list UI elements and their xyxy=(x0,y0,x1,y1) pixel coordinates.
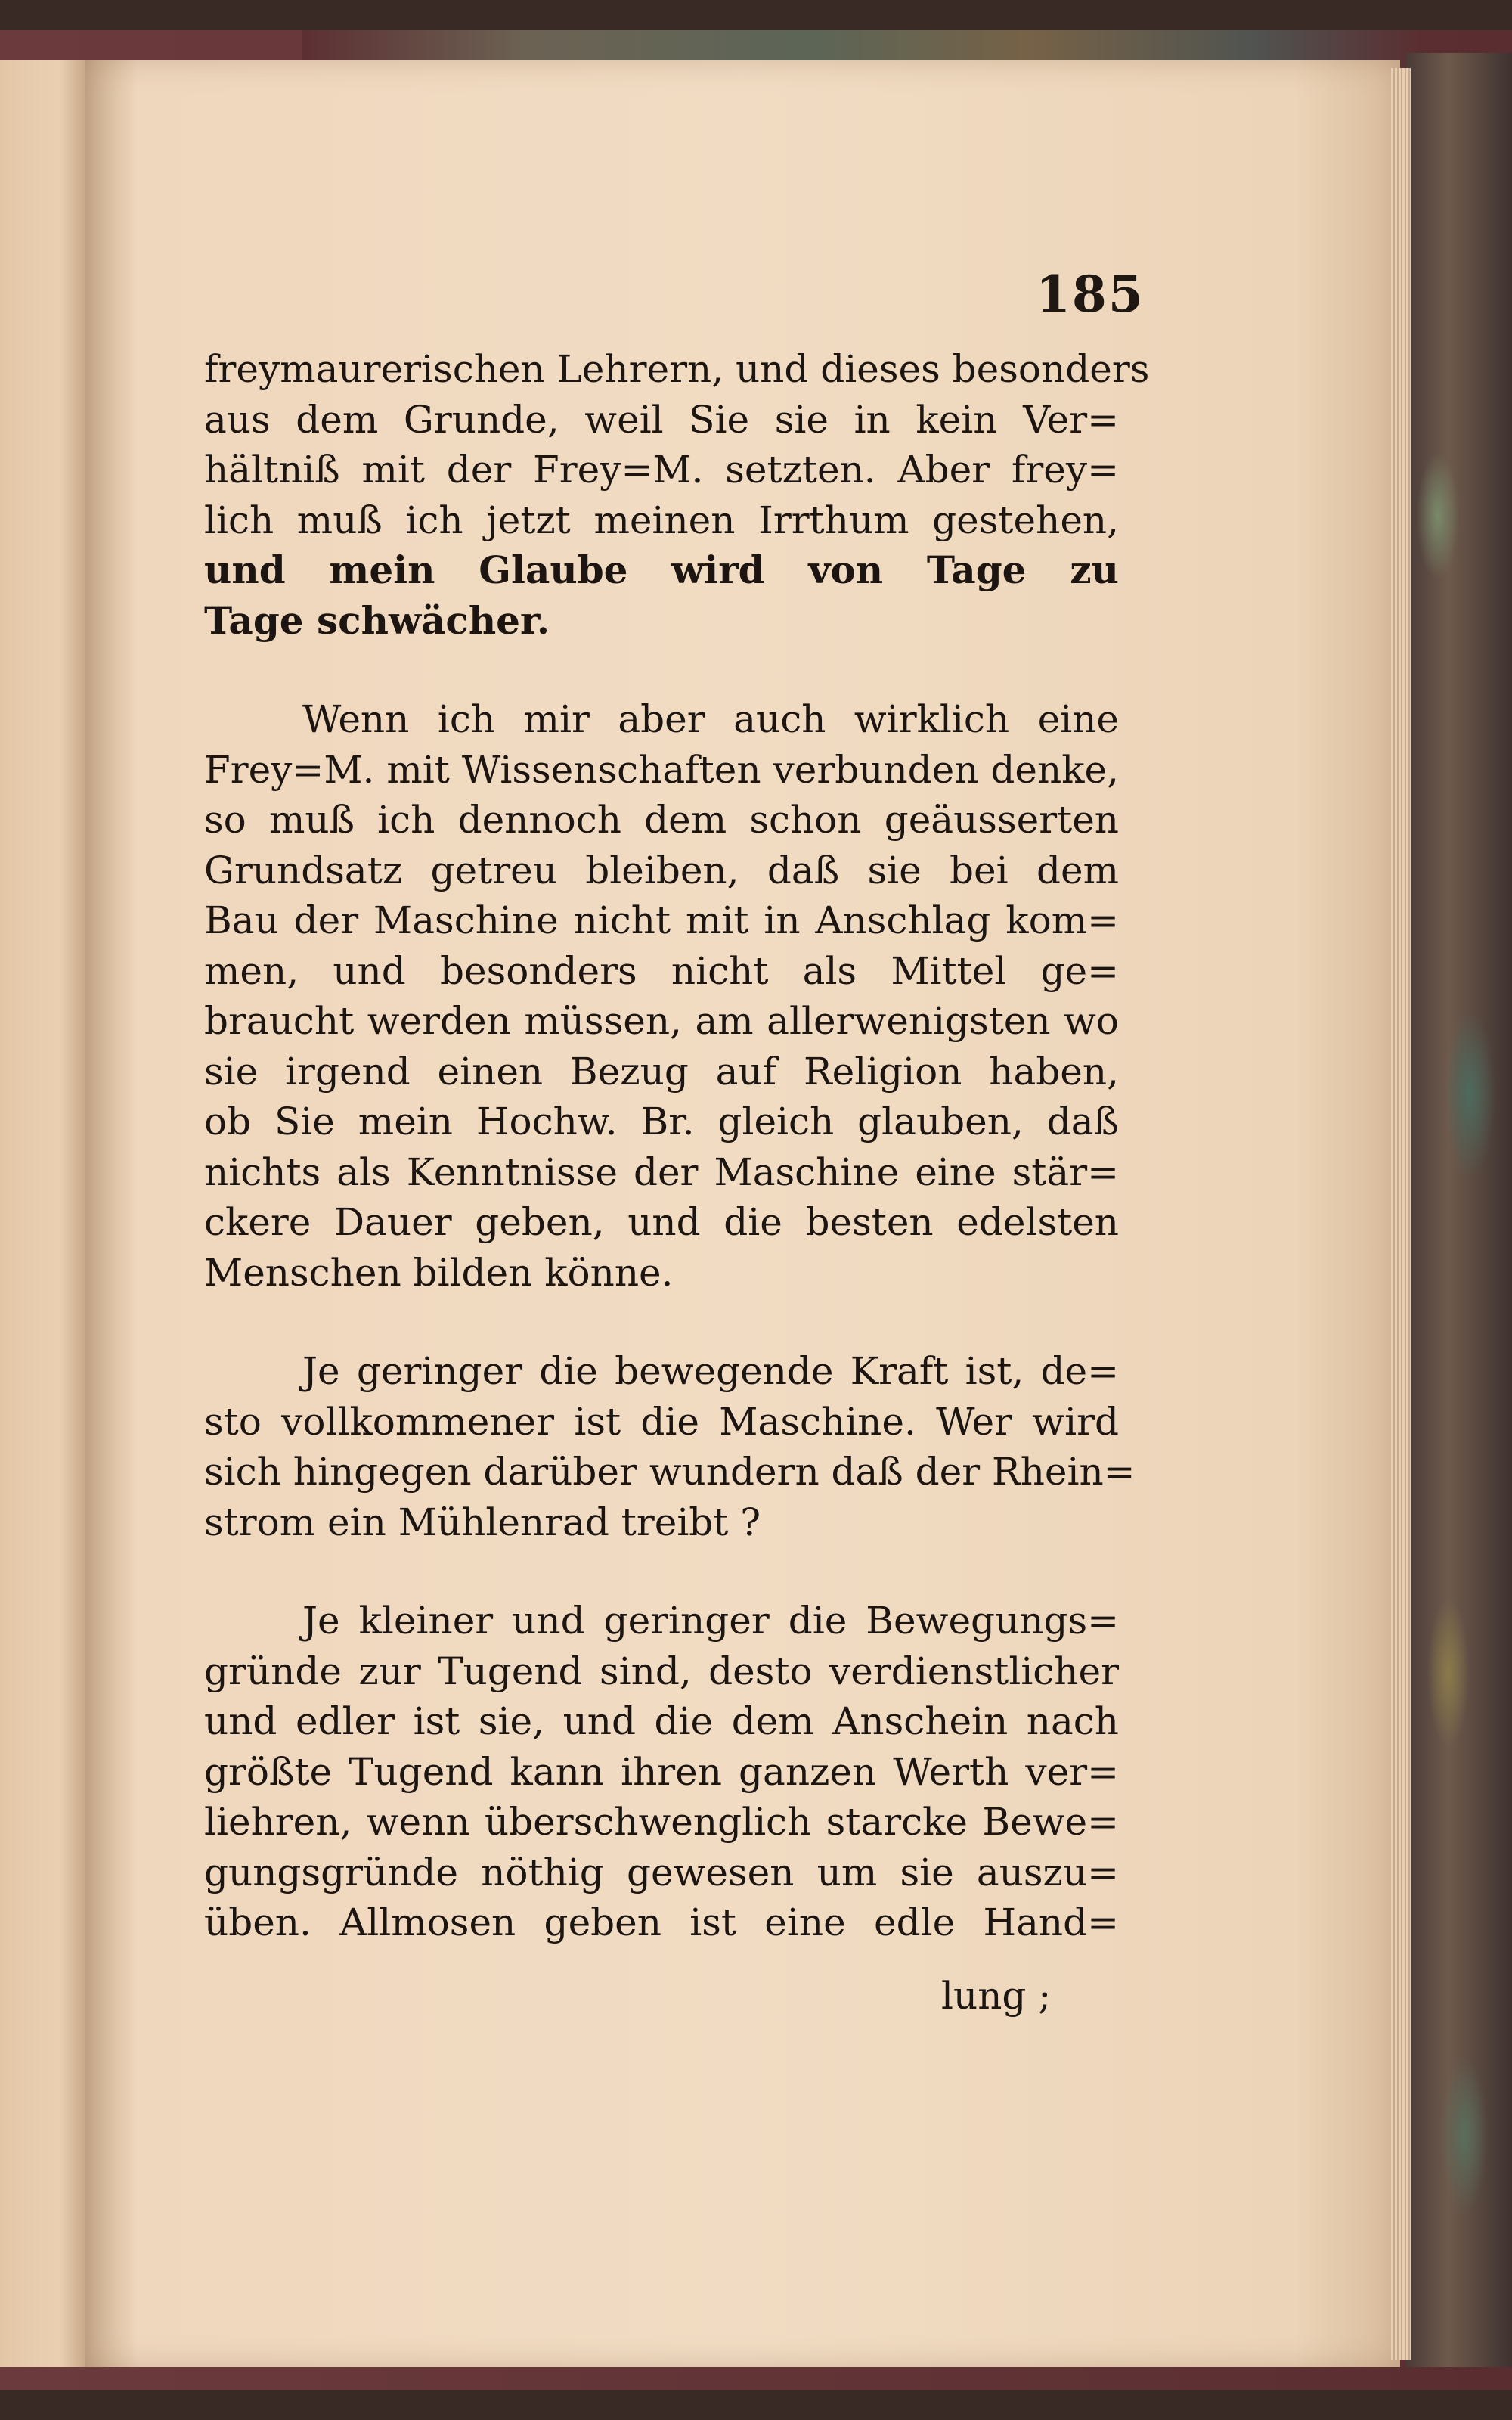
paragraph-3 xyxy=(204,1346,1136,1547)
text-line: hältniß mit der Frey=M. setzten. Aber frey= xyxy=(204,448,1119,492)
text-line: und edler ist sie, und die dem Anschein nach xyxy=(204,1699,1119,1743)
text-line: Frey=M. mit Wissenschaften verbunden denke, xyxy=(204,747,1119,792)
paragraph-1 xyxy=(204,344,1150,646)
text-line: Je kleiner und geringer die Bewegungs= xyxy=(302,1599,1119,1643)
text-line: lich muß ich jetzt meinen Irrthum gestehen, xyxy=(204,498,1119,542)
paragraph-4 xyxy=(204,1596,1119,1948)
text-line: Tage schwächer. xyxy=(204,597,550,643)
text-line: und mein Glaube wird von Tage zu xyxy=(204,548,1119,592)
text-line: freymaurerischen Lehrern, und dieses besonders xyxy=(204,347,1150,391)
text-line: ob Sie mein Hochw. Br. gleich glauben, daß xyxy=(204,1100,1119,1143)
text-line: braucht werden müssen, am allerwenigsten wo xyxy=(204,999,1119,1043)
text-line: Grundsatz getreu bleiben, daß sie bei dem xyxy=(204,848,1119,892)
marbled-board-edge xyxy=(1406,53,1512,2367)
page-number: 185 xyxy=(1036,265,1145,324)
text-line: sto vollkommener ist die Maschine. Wer wird xyxy=(204,1399,1119,1444)
text-line: gungsgründe nöthig gewesen um sie auszu= xyxy=(204,1850,1119,1894)
text-line: men, und besonders nicht als Mittel ge= xyxy=(204,948,1119,993)
text-line: größte Tugend kann ihren ganzen Werth ver= xyxy=(204,1749,1119,1794)
text-line: gründe zur Tugend sind, desto verdienstlicher xyxy=(204,1649,1119,1693)
page-edges xyxy=(1391,68,1411,2360)
text-line: nichts als Kenntnisse der Maschine eine stär= xyxy=(204,1150,1119,1194)
text-line: Wenn ich mir aber auch wirklich eine xyxy=(302,697,1119,741)
left-page-edge xyxy=(0,60,85,2367)
text-line: sich hingegen darüber wundern daß der Rhein= xyxy=(204,1450,1136,1494)
text-line: so muß ich dennoch dem schon geäusserten xyxy=(204,798,1119,842)
text-line: aus dem Grunde, weil Sie sie in kein Ver= xyxy=(204,397,1119,442)
text-line: Bau der Maschine nicht mit in Anschlag kom= xyxy=(204,898,1119,942)
text-line: strom ein Mühlenrad treibt ? xyxy=(204,1500,761,1544)
text-line: Menschen bilden könne. xyxy=(204,1250,674,1295)
text-line: üben. Allmosen geben ist eine edle Hand= xyxy=(204,1900,1119,1944)
text-line: ckere Dauer geben, und die besten edelsten xyxy=(204,1200,1119,1244)
page-text xyxy=(204,344,1150,1948)
text-line: Je geringer die bewegende Kraft ist, de= xyxy=(302,1349,1119,1393)
catchword: lung ; xyxy=(941,1974,1052,2018)
text-line: liehren, wenn überschwenglich starcke Bewe= xyxy=(204,1800,1119,1844)
paragraph-2 xyxy=(204,694,1119,1298)
text-line: sie irgend einen Bezug auf Religion haben, xyxy=(204,1049,1119,1094)
